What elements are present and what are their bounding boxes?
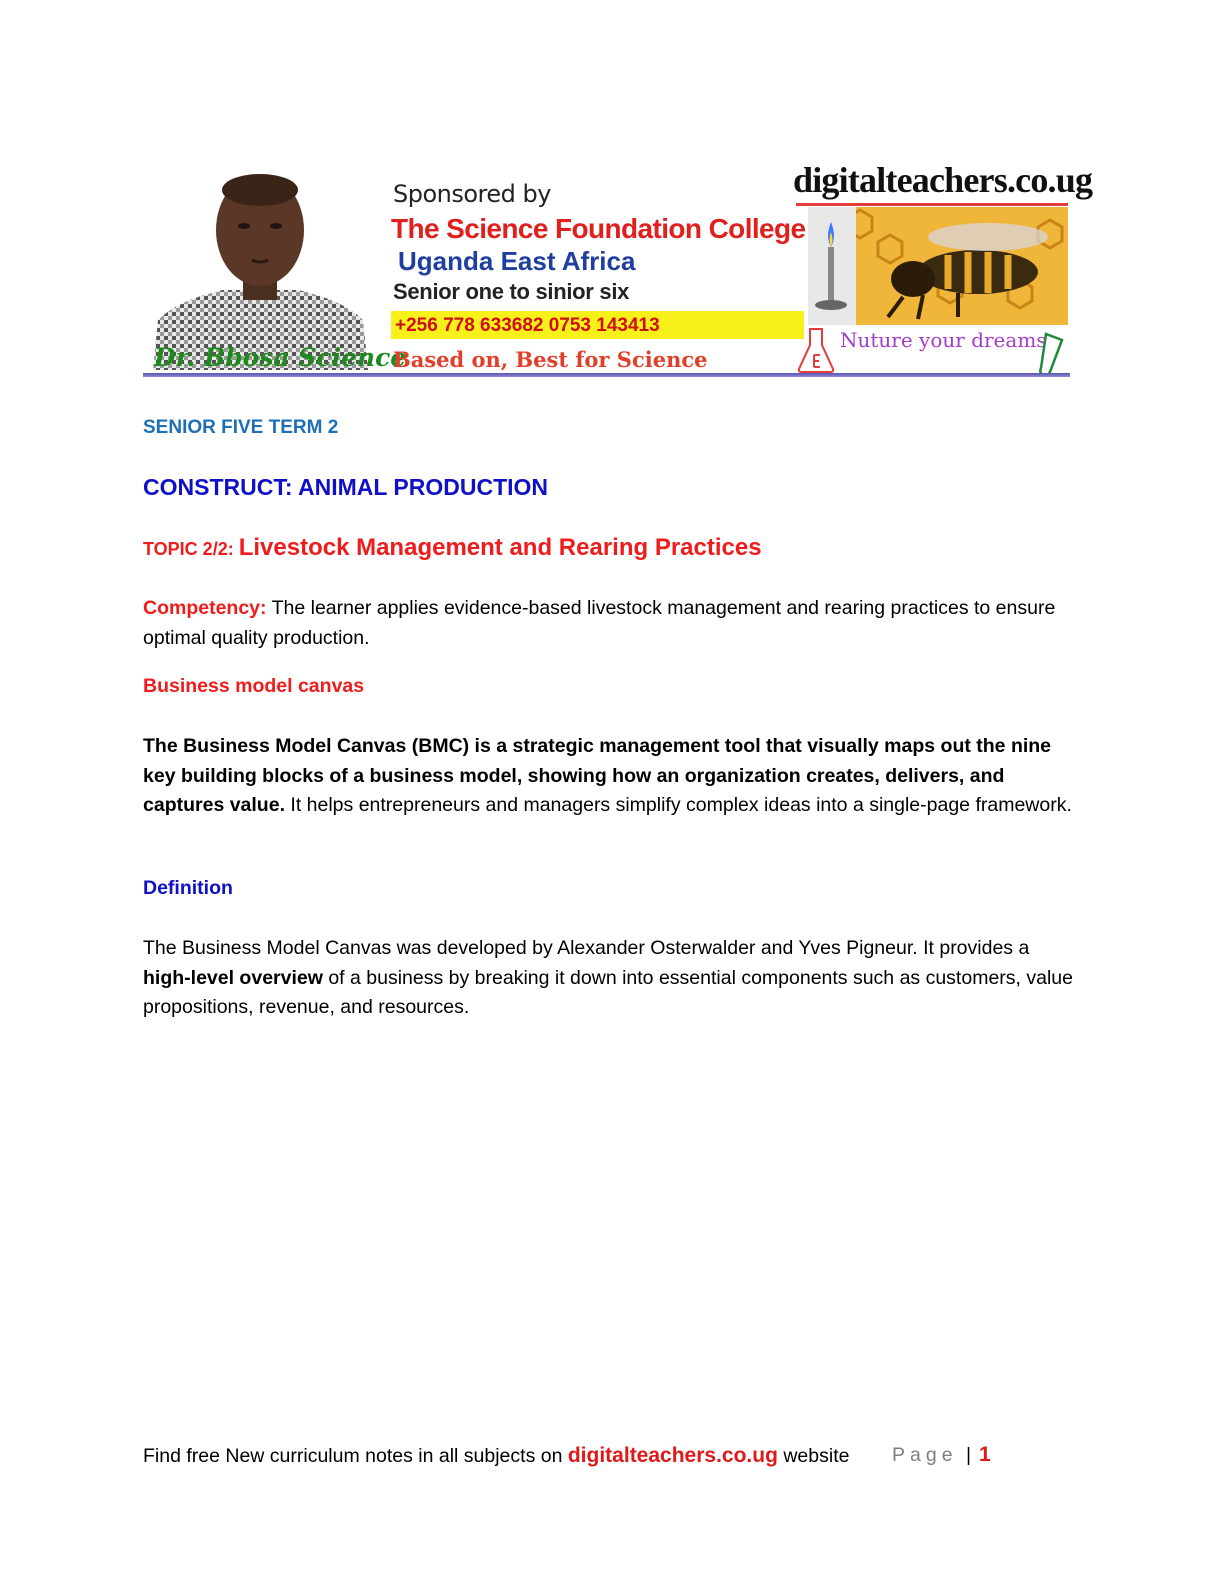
page-separator: | bbox=[966, 1444, 972, 1466]
footer-prefix: Find free New curriculum notes in all subjects on bbox=[143, 1445, 568, 1467]
sponsor-line: Sponsored by bbox=[393, 180, 551, 208]
page-number: 1 bbox=[979, 1443, 991, 1466]
page-label: Page bbox=[892, 1444, 958, 1466]
bmc-rest-text: It helps entrepreneurs and managers simplify complex ideas into a single-page framework. bbox=[284, 794, 1072, 816]
banner-rule bbox=[143, 373, 1070, 377]
test-tube-icon bbox=[1036, 330, 1066, 378]
class-levels: Senior one to sinior six bbox=[393, 279, 630, 304]
definition-paragraph bbox=[143, 934, 1078, 1023]
site-logo: digitalteachers.co.ug bbox=[793, 160, 1093, 200]
topic-heading bbox=[143, 534, 762, 562]
competency-text: The learner applies evidence-based livestock management and rearing practices to ensure optimal quality production. bbox=[143, 597, 1056, 649]
bee-illustration bbox=[808, 207, 1068, 325]
bmc-heading: Business model canvas bbox=[143, 675, 365, 697]
header-banner bbox=[143, 155, 1093, 380]
phone-numbers: +256 778 633682 0753 143413 bbox=[395, 315, 660, 336]
portrait-photo bbox=[148, 160, 370, 370]
bmc-paragraph bbox=[143, 732, 1078, 821]
logo-underline bbox=[796, 203, 1068, 206]
footer-site-link[interactable]: digitalteachers.co.ug bbox=[567, 1444, 778, 1467]
tagline: Nuture your dreams bbox=[840, 328, 1047, 352]
page-footer bbox=[143, 1444, 849, 1468]
college-region: Uganda East Africa bbox=[398, 246, 636, 276]
college-name: The Science Foundation College bbox=[391, 213, 806, 244]
topic-title: Livestock Management and Rearing Practices bbox=[238, 534, 762, 561]
topic-label: TOPIC 2/2: bbox=[143, 539, 239, 559]
term-heading: SENIOR FIVE TERM 2 bbox=[143, 417, 339, 438]
construct-heading: CONSTRUCT: ANIMAL PRODUCTION bbox=[143, 474, 549, 500]
bmc-bold-text: The Business Model Canvas (BMC) is a strategic management tool that visually maps out the nine key building blocks of a business model, showing how an organization creates, delivers, and captures value. bbox=[143, 735, 1052, 816]
signature-text: Dr. Bbosa Science bbox=[154, 343, 407, 372]
banner-slogan: Based on, Best for Science bbox=[393, 347, 708, 372]
flask-icon bbox=[795, 325, 837, 375]
definition-heading: Definition bbox=[143, 877, 233, 899]
competency-paragraph bbox=[143, 594, 1078, 653]
definition-bold: high-level overview bbox=[143, 966, 323, 989]
competency-label: Competency: bbox=[143, 597, 267, 619]
definition-text-1: The Business Model Canvas was developed by Alexander Osterwalder and Yves Pigneur. It provides a bbox=[143, 937, 1030, 959]
footer-suffix: website bbox=[777, 1445, 850, 1467]
definition-text-2: of a business by breaking it down into essential components such as customers, value propositions, revenue, and resources. bbox=[143, 966, 1073, 1018]
author-portrait bbox=[148, 160, 407, 372]
